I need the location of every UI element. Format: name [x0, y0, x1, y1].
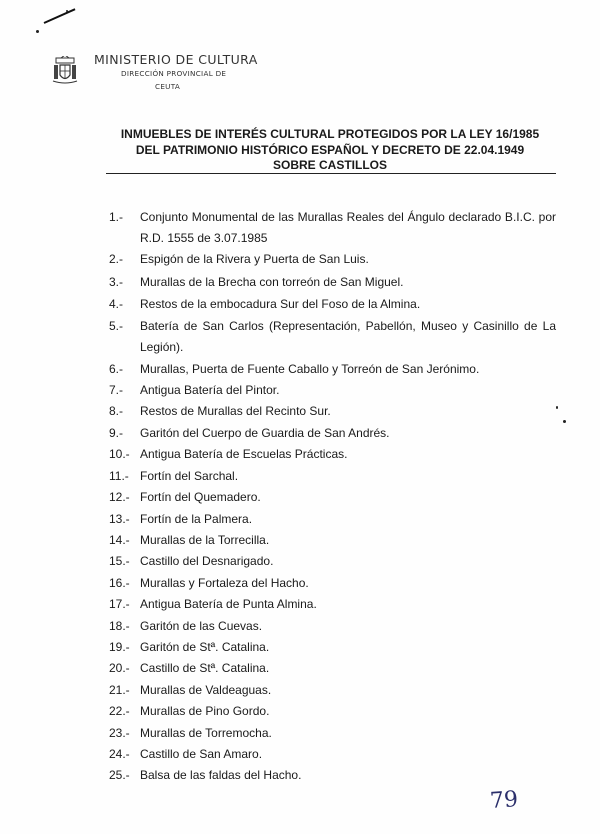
list-item: [109, 487, 556, 508]
item-number: 22.-: [109, 704, 130, 718]
list-item: [109, 658, 556, 679]
item-number: 12.-: [109, 490, 130, 504]
item-text: Castillo de Stª. Catalina.: [140, 661, 270, 675]
item-number: 8.-: [109, 404, 124, 418]
ministry-name: MINISTERIO DE CULTURA: [94, 52, 258, 67]
item-number: 6.-: [109, 362, 124, 376]
directorate-name: DIRECCIÓN PROVINCIAL DE: [121, 69, 227, 78]
list-item: [109, 573, 556, 594]
item-number: 24.-: [109, 747, 130, 761]
item-text: Restos de Murallas del Recinto Sur.: [140, 404, 331, 418]
item-text: Fortín del Sarchal.: [140, 469, 239, 483]
title-line-1: INMUEBLES DE INTERÉS CULTURAL PROTEGIDOS POR LA LEY 16/1985: [120, 127, 540, 141]
handwritten-page-number: 79: [489, 787, 519, 814]
item-text: Murallas de Torremocha.: [140, 726, 272, 740]
item-text: Antigua Batería del Pintor.: [140, 383, 280, 397]
item-text: Antigua Batería de Punta Almina.: [140, 597, 317, 611]
item-text: Murallas de la Brecha con torreón de San Miguel.: [140, 275, 404, 289]
item-number: 10.-: [109, 447, 130, 461]
item-text: Espigón de la Rivera y Puerta de San Luis.: [140, 252, 369, 266]
city-name: CEUTA: [155, 82, 181, 91]
item-number: 17.-: [109, 597, 130, 611]
list-item: [109, 249, 556, 270]
list-item: [109, 316, 556, 358]
item-number: 16.-: [109, 576, 130, 590]
list-item: [109, 294, 556, 315]
item-number: 18.-: [109, 619, 130, 633]
list-item: [109, 380, 556, 401]
list-item: [109, 509, 556, 530]
item-text: Murallas de Valdeaguas.: [140, 683, 272, 697]
item-number: 19.-: [109, 640, 130, 654]
list-item: [109, 551, 556, 572]
item-number: 3.-: [109, 275, 124, 289]
item-number: 13.-: [109, 512, 130, 526]
list-item: [109, 207, 556, 249]
list-item: [109, 272, 556, 293]
list-item: [109, 744, 556, 765]
item-number: 2.-: [109, 252, 124, 266]
item-text: Murallas y Fortaleza del Hacho.: [140, 576, 309, 590]
item-number: 5.-: [109, 319, 124, 333]
item-number: 15.-: [109, 554, 130, 568]
item-text: Murallas de Pino Gordo.: [140, 704, 270, 718]
item-number: 23.-: [109, 726, 130, 740]
list-item: [109, 359, 556, 380]
list-item: [109, 723, 556, 744]
list-item: [109, 594, 556, 615]
item-number: 11.-: [109, 469, 129, 483]
item-text: Murallas, Puerta de Fuente Caballo y Torreón de San Jerónimo.: [140, 362, 480, 376]
item-text: Garitón de las Cuevas.: [140, 619, 263, 633]
item-number: 1.-: [109, 210, 124, 224]
item-text: Murallas de la Torrecilla.: [140, 533, 270, 547]
item-text: Castillo de San Amaro.: [140, 747, 263, 761]
item-text: Conjunto Monumental de las Murallas Reales del Ángulo declarado B.I.C. por R.D. 1555 de 3.07.1985: [140, 210, 556, 245]
item-text: Batería de San Carlos (Representación, Pabellón, Museo y Casinillo de La Legión).: [140, 319, 556, 354]
list-item: [109, 616, 556, 637]
item-number: 4.-: [109, 297, 124, 311]
item-number: 7.-: [109, 383, 124, 397]
list-item: [109, 444, 556, 465]
list-item: [109, 765, 556, 786]
list-item: [109, 530, 556, 551]
item-number: 9.-: [109, 426, 124, 440]
item-text: Garitón del Cuerpo de Guardia de San Andrés.: [140, 426, 390, 440]
item-number: 25.-: [109, 768, 130, 782]
item-text: Antigua Batería de Escuelas Prácticas.: [140, 447, 348, 461]
item-text: Garitón de Stª. Catalina.: [140, 640, 270, 654]
item-text: Castillo del Desnarigado.: [140, 554, 274, 568]
list-item: [109, 401, 556, 422]
list-item: [109, 466, 556, 487]
item-text: Balsa de las faldas del Hacho.: [140, 768, 302, 782]
item-number: 14.-: [109, 533, 130, 547]
item-number: 21.-: [109, 683, 130, 697]
item-text: Restos de la embocadura Sur del Foso de la Almina.: [140, 297, 421, 311]
item-text: Fortín de la Palmera.: [140, 512, 253, 526]
list-item: [109, 680, 556, 701]
title-line-3: SOBRE CASTILLOS: [272, 158, 387, 172]
item-number: 20.-: [109, 661, 130, 675]
item-text: Fortín del Quemadero.: [140, 490, 261, 504]
title-line-2: DEL PATRIMONIO HISTÓRICO ESPAÑOL Y DECRETO DE 22.04.1949: [135, 142, 525, 157]
list-item: [109, 701, 556, 722]
list-item: [109, 423, 556, 444]
list-item: [109, 637, 556, 658]
